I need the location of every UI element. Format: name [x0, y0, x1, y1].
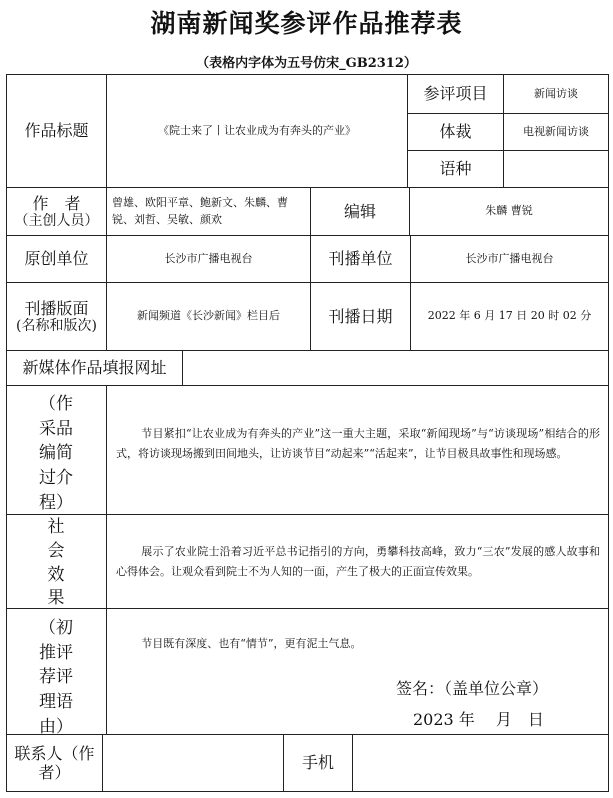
contact-value [103, 735, 283, 791]
effect-label: 社会效果 [47, 517, 65, 609]
genre-value: 电视新闻访谈 [523, 124, 589, 138]
phone-label: 手机 [301, 753, 334, 773]
language-label: 语种 [439, 159, 472, 179]
process-text: 节目紧扣“让农业成为有奔头的产业”这一重大主题，采取“新闻现场”与“访谈现场”相结合的形式，将访谈现场搬到田间地头，让访谈节目“动起来”“活起来”，让节目极具故事性和现场感。 [116, 427, 600, 461]
publish-unit-value: 长沙市广播电视台 [465, 251, 554, 265]
work-title-label: 作品标题 [24, 121, 89, 141]
publish-edition-label-bottom: (名称和版次) [16, 317, 97, 334]
phone-value [353, 735, 608, 791]
authors-value: 曾雄、欧阳平章、鲍新文、朱麟、曹锐、刘哲、吴敏、颜欢 [112, 196, 288, 226]
language-value [504, 151, 608, 187]
recommendation-text: 节目既有深度、也有“情节”，更有泥土气息。 [141, 637, 362, 650]
publish-date-value: 2022 年 6 月 17 日 20 时 02 分 [427, 309, 592, 323]
recommendation-label: （初推评荐评理语由） [39, 618, 73, 737]
authors-label-bottom: （主创人员） [14, 212, 99, 229]
signature-line: 签名：（盖单位公章） [396, 679, 549, 698]
authors-label [7, 188, 106, 235]
origin-unit-value: 长沙市广播电视台 [164, 251, 253, 265]
publish-edition-value: 新闻频道《长沙新闻》栏目后 [137, 309, 280, 323]
document-title: 湖南新闻奖参评作品推荐表 [150, 9, 463, 38]
origin-unit-label: 原创单位 [24, 249, 89, 269]
editor-value: 朱麟 曹锐 [485, 204, 533, 218]
editor-label: 编辑 [343, 201, 376, 221]
publish-edition-label [7, 283, 106, 350]
work-title-value: 《院士来了丨让农业成为有奔头的产业》 [158, 123, 356, 137]
process-label: （作采品编简过介程） [39, 394, 73, 513]
category-label: 参评项目 [423, 84, 488, 104]
signature-date: 2023 年 月 日 [413, 710, 544, 729]
effect-text: 展示了农业院士沿着习近平总书记指引的方向，勇攀科技高峰，致力“三农”发展的感人故事和心得体会。让观众看到院士不为人知的一面，产生了极大的正面宣传效果。 [116, 545, 600, 579]
category-value: 新闻访谈 [534, 86, 578, 100]
genre-label: 体裁 [439, 122, 472, 142]
publish-date-label: 刊播日期 [328, 306, 393, 326]
document-subtitle: （表格内字体为五号仿宋_GB2312） [196, 56, 417, 71]
contact-label: 联系人（作者） [14, 743, 95, 782]
new-media-url-value [183, 351, 608, 385]
publish-edition-label-top: 刊播版面 [24, 298, 89, 318]
authors-label-top: 作 者 [32, 193, 81, 213]
publish-unit-label: 刊播单位 [328, 249, 393, 269]
new-media-url-label: 新媒体作品填报网址 [22, 358, 167, 378]
